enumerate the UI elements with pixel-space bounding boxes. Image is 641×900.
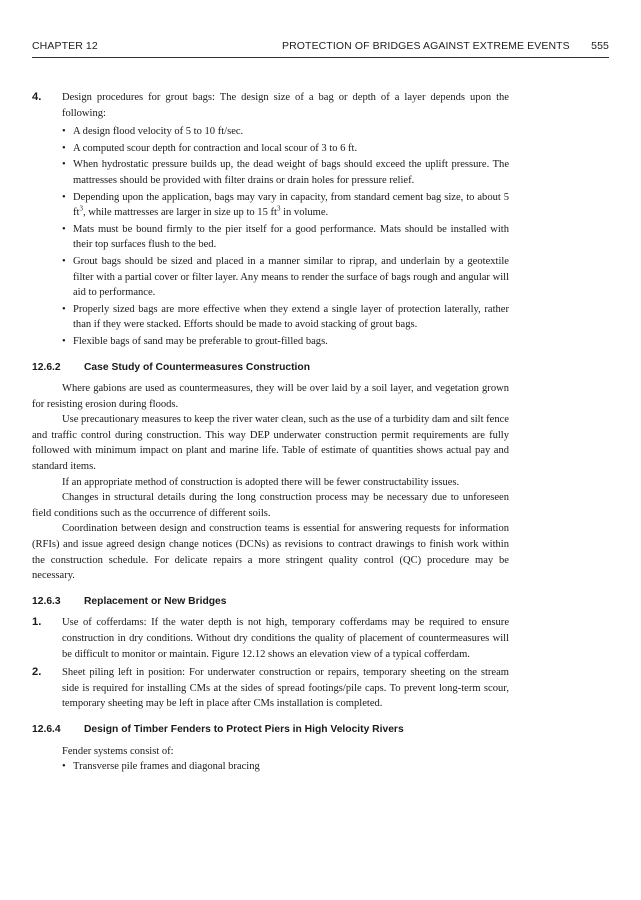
paragraph: Fender systems consist of: <box>62 745 174 757</box>
paragraph: If an appropriate method of construction is adopted there will be fewer constructability issues. <box>62 476 460 488</box>
bag-size-text-a: Depending upon the application, bags may vary in capacity, from standard cement bag size, to about 5 ft <box>73 191 509 219</box>
section-title: Design of Timber Fenders to Protect Piers in High Velocity Rivers <box>84 723 404 735</box>
header-rule <box>32 57 609 58</box>
list-item: • When hydrostatic pressure builds up, the dead weight of bags should exceed the uplift pressure. The mattresses should be provided with filter drains or drain holes for pressure relief. <box>62 157 509 188</box>
section-heading-12-6-4 <box>32 722 509 738</box>
page-number: 555 <box>591 40 609 52</box>
list-item: • Grout bags should be sized and placed in a manner similar to riprap, and underlain by a geotextile filter with a partial cover or filter layer. Any means to render the surface of bags rough and angular will aid to performance. <box>62 254 509 301</box>
numbered-item-1 <box>32 615 509 662</box>
running-title: PROTECTION OF BRIDGES AGAINST EXTREME EVENTS <box>282 40 570 52</box>
grout-bag-bullet-list <box>62 124 509 349</box>
numbered-item-2 <box>32 665 509 712</box>
list-item: • Flexible bags of sand may be preferable to grout-filled bags. <box>62 334 509 350</box>
cubic-superscript: 3 <box>276 204 281 213</box>
paragraph: Coordination between design and construction teams is essential for answering requests for information (RFIs) and issue agreed design change notices (DCNs) as revisions to contract drawings to finish work within the construction schedule. For delicate repairs a more stringent quality control (QC) procedure may be necessary. <box>32 523 509 582</box>
fender-bullet-list <box>62 759 509 775</box>
item-number: 2. <box>32 666 42 679</box>
item-text: Design procedures for grout bags: The design size of a bag or depth of a layer depends upon the following: <box>62 92 509 119</box>
section-number: 12.6.2 <box>32 361 61 373</box>
page-body <box>32 90 509 776</box>
section-number: 12.6.4 <box>32 723 61 735</box>
paragraph: Changes in structural details during the long construction process may be necessary due to unforeseen field conditions such as the occurrence of different soils. <box>32 492 509 519</box>
chapter-label: CHAPTER 12 <box>32 40 98 52</box>
paragraph: Use precautionary measures to keep the river water clean, such as the use of a turbidity dam and silt fence and traffic control during construction. This way DEP underwater construction permit requirements are fully followed with minimum impact on plant and marine life. Table of estimate of quantities shows actual pay and standard items. <box>32 414 509 473</box>
item-number: 4. <box>32 91 42 103</box>
section-title: Replacement or New Bridges <box>84 595 227 607</box>
list-item: • A computed scour depth for contraction and local scour of 3 to 6 ft. <box>62 141 509 157</box>
paragraph: Where gabions are used as countermeasures, they will be over laid by a soil layer, and vegetation grown for resisting erosion during floods. <box>32 383 509 410</box>
bag-size-text-c: in volume. <box>280 207 329 219</box>
bag-size-text-b: , while mattresses are larger in size up to 15 ft <box>82 207 277 219</box>
item-text: Sheet piling left in position: For underwater construction or repairs, temporary sheeting on the stream side is required for installing CMs at the sides of spread footings/pile caps. To prevent long-term scour, temporary sheeting may be left in place after CMs installation is completed. <box>62 667 509 710</box>
item-text: Use of cofferdams: If the water depth is not high, temporary cofferdams may be required to ensure construction in dry conditions. Without dry conditions the quality of placement of countermeasures will be difficult to monitor or maintain. Figure 12.12 shows an elevation view of a typical cofferdam. <box>62 617 509 660</box>
section-heading-12-6-2 <box>32 360 509 376</box>
section-number: 12.6.3 <box>32 595 61 607</box>
section-title: Case Study of Countermeasures Construction <box>84 361 310 373</box>
list-item: • A design flood velocity of 5 to 10 ft/sec. <box>62 124 509 140</box>
list-item: • Properly sized bags are more effective when they extend a single layer of protection laterally, rather than if they were stacked. Efforts should be made to avoid stacking of grout bags. <box>62 302 509 333</box>
list-item <box>62 190 509 221</box>
list-item: • Transverse pile frames and diagonal bracing <box>62 759 509 775</box>
list-item: • Mats must be bound firmly to the pier itself for a good performance. Mats should be installed with their top surfaces flush to the bed. <box>62 222 509 253</box>
section-heading-12-6-3 <box>32 594 509 610</box>
cubic-superscript: 3 <box>79 204 83 213</box>
numbered-item-4 <box>32 90 509 121</box>
item-number: 1. <box>32 616 42 629</box>
